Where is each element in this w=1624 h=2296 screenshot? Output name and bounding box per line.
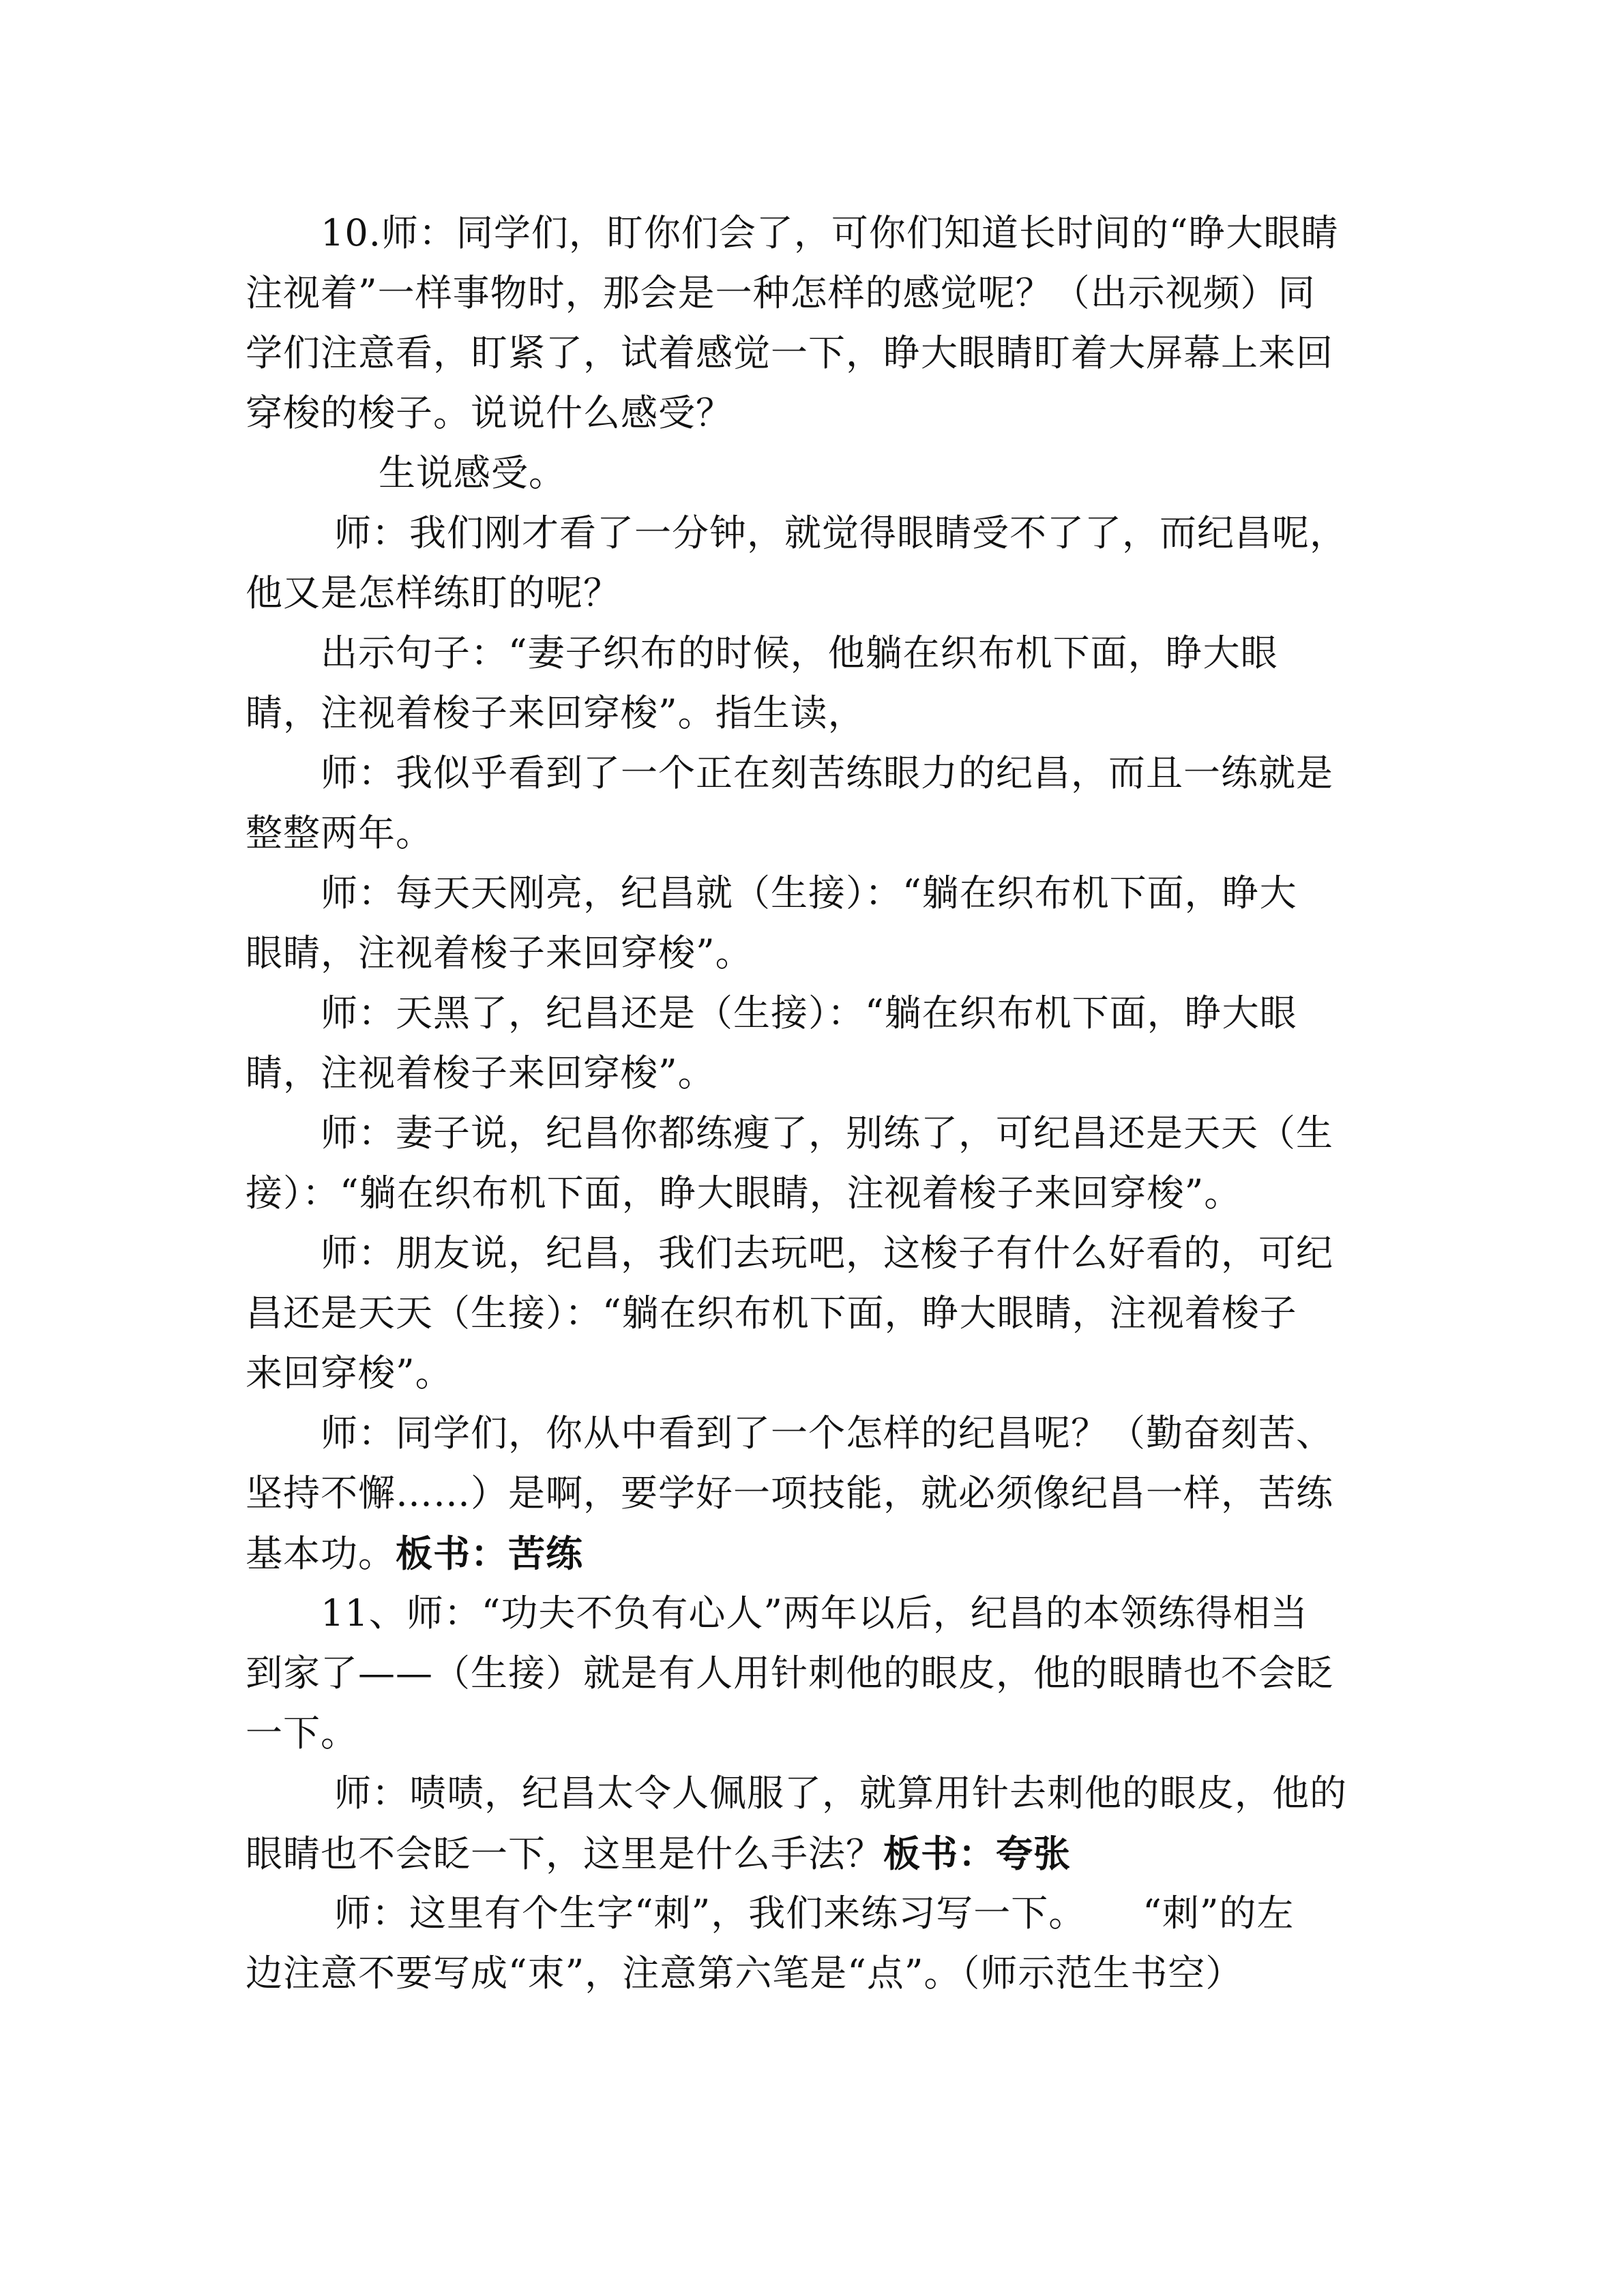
paragraph-line	[321, 989, 1297, 1038]
line-text: 眼睛，注视着梭子来回穿梭”。	[246, 931, 753, 974]
paragraph-line	[321, 209, 1338, 258]
line-text: 昌还是天天（生接）：“躺在织布机下面，睁大眼睛，注视着梭子	[246, 1292, 1297, 1335]
line-text: 坚持不懈……）是啊，要学好一项技能，就必须像纪昌一样，苦练	[246, 1472, 1333, 1515]
paragraph-line	[246, 1829, 1071, 1879]
paragraph-line	[334, 1889, 1294, 1938]
paragraph-line	[246, 1169, 1241, 1218]
line-text: 边注意不要写成“朿”，注意第六笔是“点”。（师示范生书空）	[246, 1952, 1243, 1995]
paragraph-line	[246, 1049, 715, 1098]
paragraph-line	[246, 1469, 1333, 1518]
line-text: 师：天黑了，纪昌还是（生接）：“躺在织布机下面，睁大眼	[321, 992, 1297, 1034]
line-text: 来回穿梭”。	[246, 1352, 453, 1395]
paragraph-line	[246, 1709, 358, 1758]
line-text: 穿梭的梭子。说说什么感受？	[246, 391, 733, 434]
paragraph-line	[246, 809, 433, 858]
paragraph-line	[246, 1349, 453, 1398]
paragraph-line	[246, 329, 1333, 378]
paragraph-line	[246, 1649, 1333, 1698]
board-note: 板书：夸张	[883, 1832, 1071, 1875]
paragraph-line	[246, 929, 753, 978]
line-text: 整整两年。	[246, 811, 433, 854]
line-text: 11、师：“功夫不负有心人”两年以后，纪昌的本领练得相当	[321, 1592, 1308, 1635]
line-text: 睛，注视着梭子来回穿梭”。	[246, 1052, 715, 1094]
line-text: 师：我们刚才看了一分钟，就觉得眼睛受不了了，而纪昌呢，	[334, 511, 1347, 554]
paragraph-line	[246, 389, 733, 438]
line-text: 师：朋友说，纪昌，我们去玩吧，这梭子有什么好看的，可纪	[321, 1232, 1333, 1274]
line-text: 注视着”一样事物时，那会是一种怎样的感觉呢？（出示视频）同	[246, 271, 1316, 314]
paragraph-line	[321, 1589, 1308, 1638]
paragraph-line	[321, 1109, 1333, 1158]
paragraph-line	[246, 1289, 1297, 1338]
paragraph-line	[321, 1229, 1333, 1278]
paragraph-line	[379, 449, 566, 498]
line-text: 师：同学们，你从中看到了一个怎样的纪昌呢？（勤奋刻苦、	[321, 1412, 1333, 1455]
line-text: 睛，注视着梭子来回穿梭”。指生读，	[246, 691, 866, 734]
line-text: 眼睛也不会眨一下，这里是什么手法？	[246, 1832, 883, 1875]
line-text: 接）：“躺在织布机下面，睁大眼睛，注视着梭子来回穿梭”。	[246, 1172, 1242, 1214]
line-text: 出示句子：“妻子织布的时候，他躺在织布机下面，睁大眼	[321, 631, 1278, 674]
paragraph-line	[334, 1769, 1347, 1818]
line-text: 师：每天天刚亮，纪昌就（生接）：“躺在织布机下面，睁大	[321, 871, 1297, 914]
paragraph-line	[321, 629, 1278, 678]
board-note: 板书：苦练	[396, 1532, 583, 1575]
line-text: 10.师：同学们，盯你们会了，可你们知道长时间的“睁大眼睛	[321, 211, 1339, 254]
paragraph-line	[246, 689, 866, 738]
line-text: 生说感受。	[379, 451, 566, 494]
paragraph-line	[321, 869, 1297, 918]
paragraph-line	[246, 1949, 1243, 1998]
line-text: 师：这里有个生字“刺”，我们来练习写一下。 “刺”的左	[334, 1892, 1295, 1935]
paragraph-line	[321, 1409, 1333, 1458]
paragraph-line	[334, 509, 1347, 558]
paragraph-line	[246, 569, 621, 618]
paragraph-line	[246, 1529, 583, 1579]
line-text: 他又是怎样练盯的呢？	[246, 571, 621, 614]
line-text: 基本功。	[246, 1532, 396, 1575]
line-text: 一下。	[246, 1712, 358, 1755]
line-text: 师：啧啧，纪昌太令人佩服了，就算用针去刺他的眼皮，他的	[334, 1772, 1347, 1815]
paragraph-line	[321, 749, 1333, 798]
line-text: 到家了——（生接）就是有人用针刺他的眼皮，他的眼睛也不会眨	[246, 1652, 1333, 1695]
line-text: 师：妻子说，纪昌你都练瘦了，别练了，可纪昌还是天天（生	[321, 1112, 1333, 1154]
paragraph-line	[246, 269, 1316, 318]
line-text: 学们注意看，盯紧了，试着感觉一下，睁大眼睛盯着大屏幕上来回	[246, 331, 1333, 374]
line-text: 师：我似乎看到了一个正在刻苦练眼力的纪昌，而且一练就是	[321, 751, 1333, 794]
